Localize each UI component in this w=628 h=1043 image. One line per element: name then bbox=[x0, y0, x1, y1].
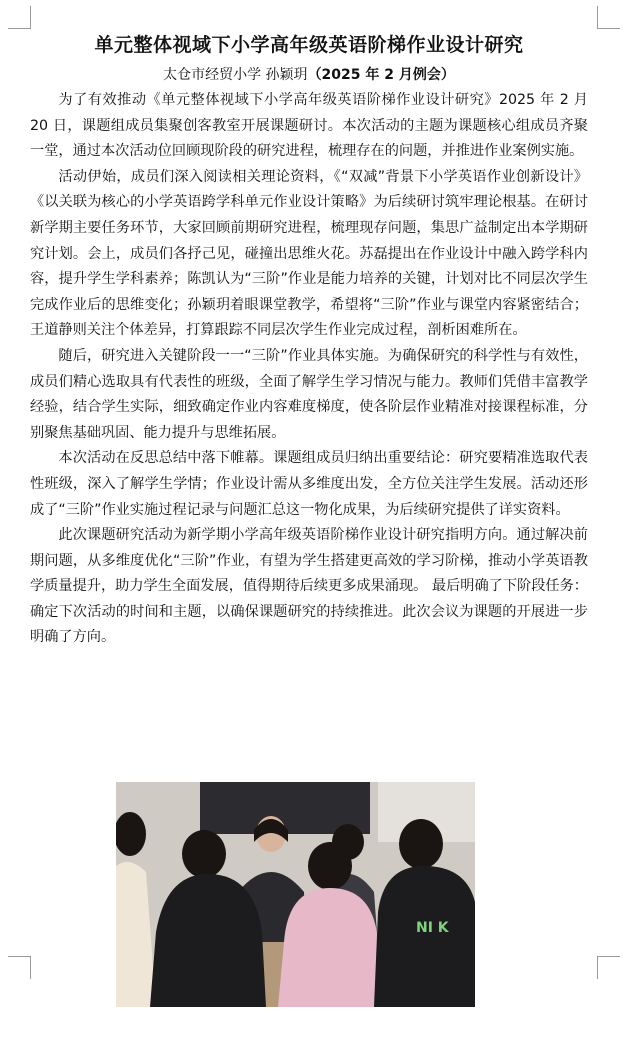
paragraph-summary: 本次活动在反思总结中落下帷幕。课题组成员归纳出重要结论：研究要精准选取代表性班级，深入了解学生学情；作业设计需从多维度出发，全方位关注学生发展。活动还形成了“三阶”作业实施过程记录与问题汇总这一物化成果，为后续研究提供了详实资料。 bbox=[30, 450, 588, 518]
person-front-left-head bbox=[182, 830, 226, 878]
crop-mark-top-right bbox=[597, 6, 620, 29]
document-byline bbox=[30, 62, 588, 88]
crop-mark-bottom-left bbox=[8, 956, 31, 979]
person-hoodie-head bbox=[399, 819, 443, 869]
crop-mark-top-left bbox=[8, 6, 31, 29]
person-hoodie-body bbox=[374, 866, 475, 1007]
paragraph-discussion: 活动伊始，成员们深入阅读相关理论资料，《“双减”背景下小学英语作业创新设计》《以关联为核心的小学英语跨学科单元作业设计策略》为后续研讨筑牢理论根基。在研讨新学期主要任务环节，大家回顾前期研究进程，梳理现存问题，集思广益制定出本学期研究计划。会上，成员们各抒己见，碰撞出思维火花。苏磊提出在作业设计中融入跨学科内容，提升学生学科素养；陈凯认为“三阶”作业是能力培养的关键，计划对比不同层次学生完成作业后的思维变化；孙颖玥着眼课堂教学，希望将“三阶”作业与课堂内容紧密结合；王道静则关注个体差异，打算跟踪不同层次学生作业完成过程，剖析困难所在。 bbox=[30, 168, 588, 339]
paragraph-implementation: 随后，研究进入关键阶段一一“三阶”作业具体实施。为确保研究的科学性与有效性，成员们精心选取具有代表性的班级，全面了解学生学习情况与能力。教师们凭借丰富教学经验，结合学生实际，细致确定作业内容难度梯度，使各阶层作业精准对接课程标准，分别聚焦基础巩固、能力提升与思维拓展。 bbox=[30, 347, 588, 441]
person-pink-coat-head bbox=[308, 842, 352, 890]
document-page bbox=[30, 30, 588, 651]
meeting-photo-illustration bbox=[116, 782, 475, 1007]
crop-mark-bottom-right bbox=[597, 956, 620, 979]
byline-author: 太仓市经贸小学 孙颖玥 bbox=[163, 67, 308, 83]
meeting-photo bbox=[116, 782, 475, 1007]
byline-date: （2025 年 2 月例会） bbox=[307, 67, 455, 83]
paragraph-intro: 为了有效推动《单元整体视域下小学高年级英语阶梯作业设计研究》2025 年 2 月 20 日，课题组成员集聚创客教室开展课题研讨。本次活动的主题为课题核心组成员齐聚一堂，通过本次活动位回顾现阶段的研究进程，梳理存在的问题，并推进作业案例实施。 bbox=[30, 92, 588, 160]
paragraph-conclusion: 此次课题研究活动为新学期小学高年级英语阶梯作业设计研究指明方向。通过解决前期问题，从多维度优化“三阶”作业，有望为学生搭建更高效的学习阶梯，推动小学英语教学质量提升，助力学生全面发展，值得期待后续更多成果涌现。 最后明确了下阶段任务：确定下次活动的时间和主题，以确保课题研究的持续推进。此次会议为课题的开展进一步明确了方向。 bbox=[30, 527, 588, 646]
document-title: 单元整体视域下小学高年级英语阶梯作业设计研究 bbox=[94, 34, 524, 56]
hoodie-print-text: NI K bbox=[416, 920, 449, 936]
